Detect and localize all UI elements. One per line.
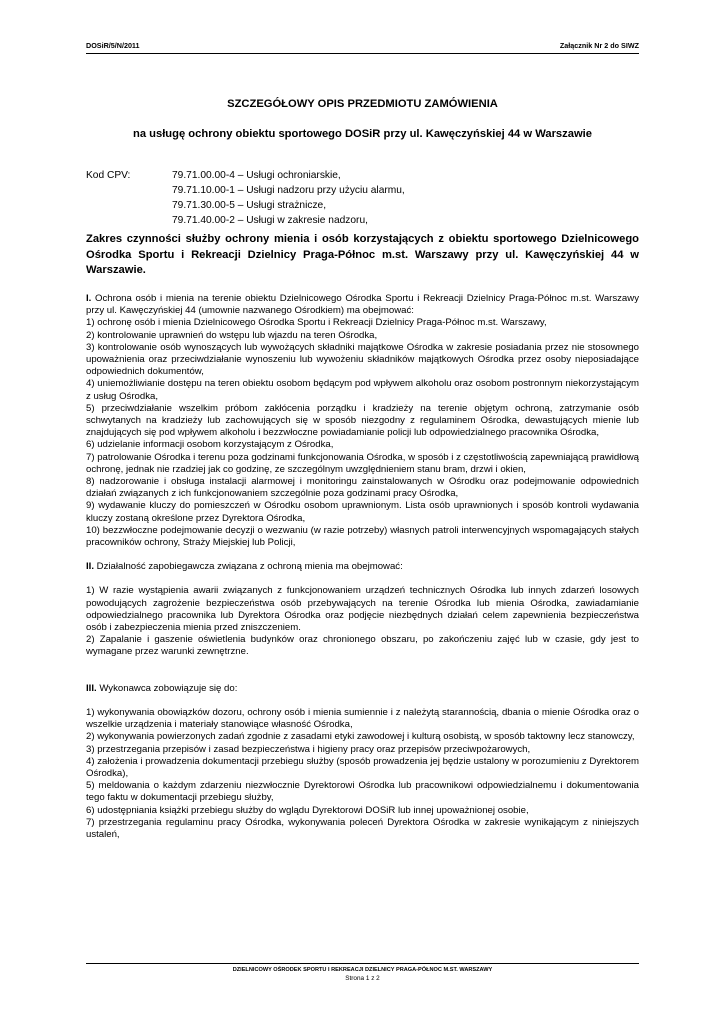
list-item: 3) kontrolowanie osób wynoszących lub wywożących składniki majątkowe Ośrodka w zakresie posiadania przez nie stosownego upoważnienia oraz przeciwdziałanie wynoszeniu lub wywożeniu składników majątkowych Ośrodka przez osoby nieposiadające odpowiednich dokumentów, xyxy=(86,341,639,378)
section-2-intro xyxy=(86,561,639,573)
list-item: 10) bezzwłoczne podejmowanie decyzji o wezwaniu (w razie potrzeby) własnych patroli interwencyjnych wspomagających stałych pracowników ochrony, Straży Miejskiej lub Policji, xyxy=(86,524,639,549)
list-item: 8) nadzorowanie i obsługa instalacji alarmowej i monitoringu zainstalowanych w Ośrodku oraz podejmowanie odpowiednich działań związanych z ich funkcjonowaniem szczególnie poza godzinami pracy Ośrodka, xyxy=(86,476,639,500)
attachment-label: Załącznik Nr 2 do SIWZ xyxy=(559,41,639,50)
cpv-code: 79.71.10.00-1 – Usługi nadzoru przy użyciu alarmu, xyxy=(172,185,405,196)
list-item: 4) uniemożliwianie dostępu na teren obiektu osobom będącym pod wpływem alkoholu oraz osobom postronnym niekorzystającym z usług Ośrodka, xyxy=(86,378,639,402)
list-item: 7) patrolowanie Ośrodka i terenu poza godzinami funkcjonowania Ośrodka, w sposób i z częstotliwością zapewniającą prawidłową ochronę, jednak nie rzadziej jak co godzinę, ze szczególnym uwzględnieniem stanu bram, drzwi i okien, xyxy=(86,451,639,475)
section-number: I. xyxy=(86,293,92,304)
list-item: 7) przestrzegania regulaminu pracy Ośrodka, wykonywania poleceń Dyrektora Ośrodka w zakresie wynikającym z niniejszych ustaleń, xyxy=(86,816,639,840)
document-subtitle: na usługę ochrony obiektu sportowego DOSiR przy ul. Kawęczyńskiej 44 w Warszawie xyxy=(132,128,592,140)
document-body xyxy=(86,293,639,841)
list-item: 5) meldowania o każdym zdarzeniu niezwłocznie Dyrektorowi Ośrodka lub pracownikowi odpowiedzialnemu i dokumentowania tego faktu w dokumentacji przebiegu służby, xyxy=(86,780,639,804)
list-item: 6) udostępniania książki przebiegu służby do wglądu Dyrektorowi DOSiR lub innej upoważnionej osobie, xyxy=(86,804,529,816)
list-item: 5) przeciwdziałanie wszelkim próbom zakłócenia porządku i kradzieży na terenie objętym ochroną, zatrzymanie osób schwytanych na kradzieży lub zachowujących się w sposób niezgodny z regulaminem Ośrodka, dewastujących mienie lub znajdujących się pod wpływem alkoholu i bezzwłoczne powiadamianie policji lub odpowiedzialnego pracownika Ośrodka, xyxy=(86,402,639,439)
cpv-code: 79.71.40.00-2 – Usługi w zakresie nadzoru, xyxy=(172,215,368,226)
list-item: 1) wykonywania obowiązków dozoru, ochrony osób i mienia sumiennie i z należytą starannością, dbania o mienie Ośrodka oraz o wszelkie urządzenia i materiały stanowiące własność Ośrodka, xyxy=(86,706,639,731)
section-3-intro xyxy=(86,683,639,695)
document-title: SZCZEGÓŁOWY OPIS PRZEDMIOTU ZAMÓWIENIA xyxy=(227,98,498,110)
list-item: 3) przestrzegania przepisów i zasad bezpieczeństwa i higieny pracy oraz przepisów przeciwpożarowych, xyxy=(86,743,531,755)
section-intro-text: Wykonawca zobowiązuje się do: xyxy=(96,682,238,694)
list-item: 2) wykonywania powierzonych zadań zgodnie z zasadami etyki zawodowej i kulturą osobistą, w sposób taktowny lecz stanowczy, xyxy=(86,731,635,743)
list-item: 4) założenia i prowadzenia dokumentacji przebiegu służby (sposób prowadzenia jej będzie ustalony w porozumieniu z Dyrektorem Ośrodka), xyxy=(86,755,639,779)
section-number: II. xyxy=(86,561,94,573)
cpv-code-list xyxy=(172,168,652,228)
list-item: 9) wydawanie kluczy do pomieszczeń w Ośrodku osobom uprawnionym. Lista osób uprawnionych i sposób kontroli wydawania kluczy zostaną określone przez Dyrektora Ośrodka, xyxy=(86,500,639,524)
cpv-code: 79.71.00.00-4 – Usługi ochroniarskie, xyxy=(172,170,341,181)
cpv-label: Kod CPV: xyxy=(86,170,131,181)
document-reference: DOSiR/5/N/2011 xyxy=(86,41,140,50)
section-1-intro xyxy=(86,293,639,317)
scope-heading: Zakres czynności służby ochrony mienia i osób korzystających z obiektu sportowego Dzielnicowego Ośrodka Sportu i Rekreacji Dzielnicy Praga-Północ m.st. Warszawy przy ul. Kawęczyńskiej 44 w Warszawie. xyxy=(86,233,639,276)
list-item: 2) kontrolowanie uprawnień do wstępu lub wjazdu na teren Ośrodka, xyxy=(86,329,378,341)
footer-organization: DZIELNICOWY OŚRODEK SPORTU I REKREACJI DZIELNICY PRAGA-PÓŁNOC M.ST. WARSZAWY xyxy=(232,967,493,973)
section-intro-text: Ochrona osób i mienia na terenie obiektu Dzielnicowego Ośrodka Sportu i Rekreacji Dzielnicy Praga-Północ m.st. Warszawy przy ul. Kawęczyńskiej 44 (umownie nazwanego Ośrodkiem) ma obejmować: xyxy=(86,293,639,317)
list-item: 2) Zapalanie i gaszenie oświetlenia budynków oraz chronionego obszaru, po zakończeniu zajęć lub w czasie, gdy jest to wymagane przez warunki zewnętrzne. xyxy=(86,634,639,658)
list-item: 1) W razie wystąpienia awarii związanych z funkcjonowaniem urządzeń technicznych Ośrodka lub innych zdarzeń losowych powodujących zagrożenie bezpieczeństwa osób przebywających na terenie Ośrodka lub mienia Ośrodka, zawiadamianie odpowiedzialnego pracownika lub Dyrektora Ośrodka oraz podjęcie niezbędnych działań celem zapewnienia bezpieczeństwa osób i zabezpieczenia mienia przed zniszczeniem. xyxy=(86,585,639,634)
cpv-code: 79.71.30.00-5 – Usługi strażnicze, xyxy=(172,200,327,211)
section-intro-text: Działalność zapobiegawcza związana z ochroną mienia ma obejmować: xyxy=(94,561,403,573)
list-item: 1) ochronę osób i mienia Dzielnicowego Ośrodka Sportu i Rekreacji Dzielnicy Praga-Północ m.st. Warszawy, xyxy=(86,317,547,329)
page-header xyxy=(86,41,639,54)
page-number: Strona 1 z 2 xyxy=(345,975,380,982)
page-footer xyxy=(86,963,639,982)
list-item: 6) udzielanie informacji osobom korzystającym z Ośrodka, xyxy=(86,439,334,451)
section-number: III. xyxy=(86,682,97,694)
